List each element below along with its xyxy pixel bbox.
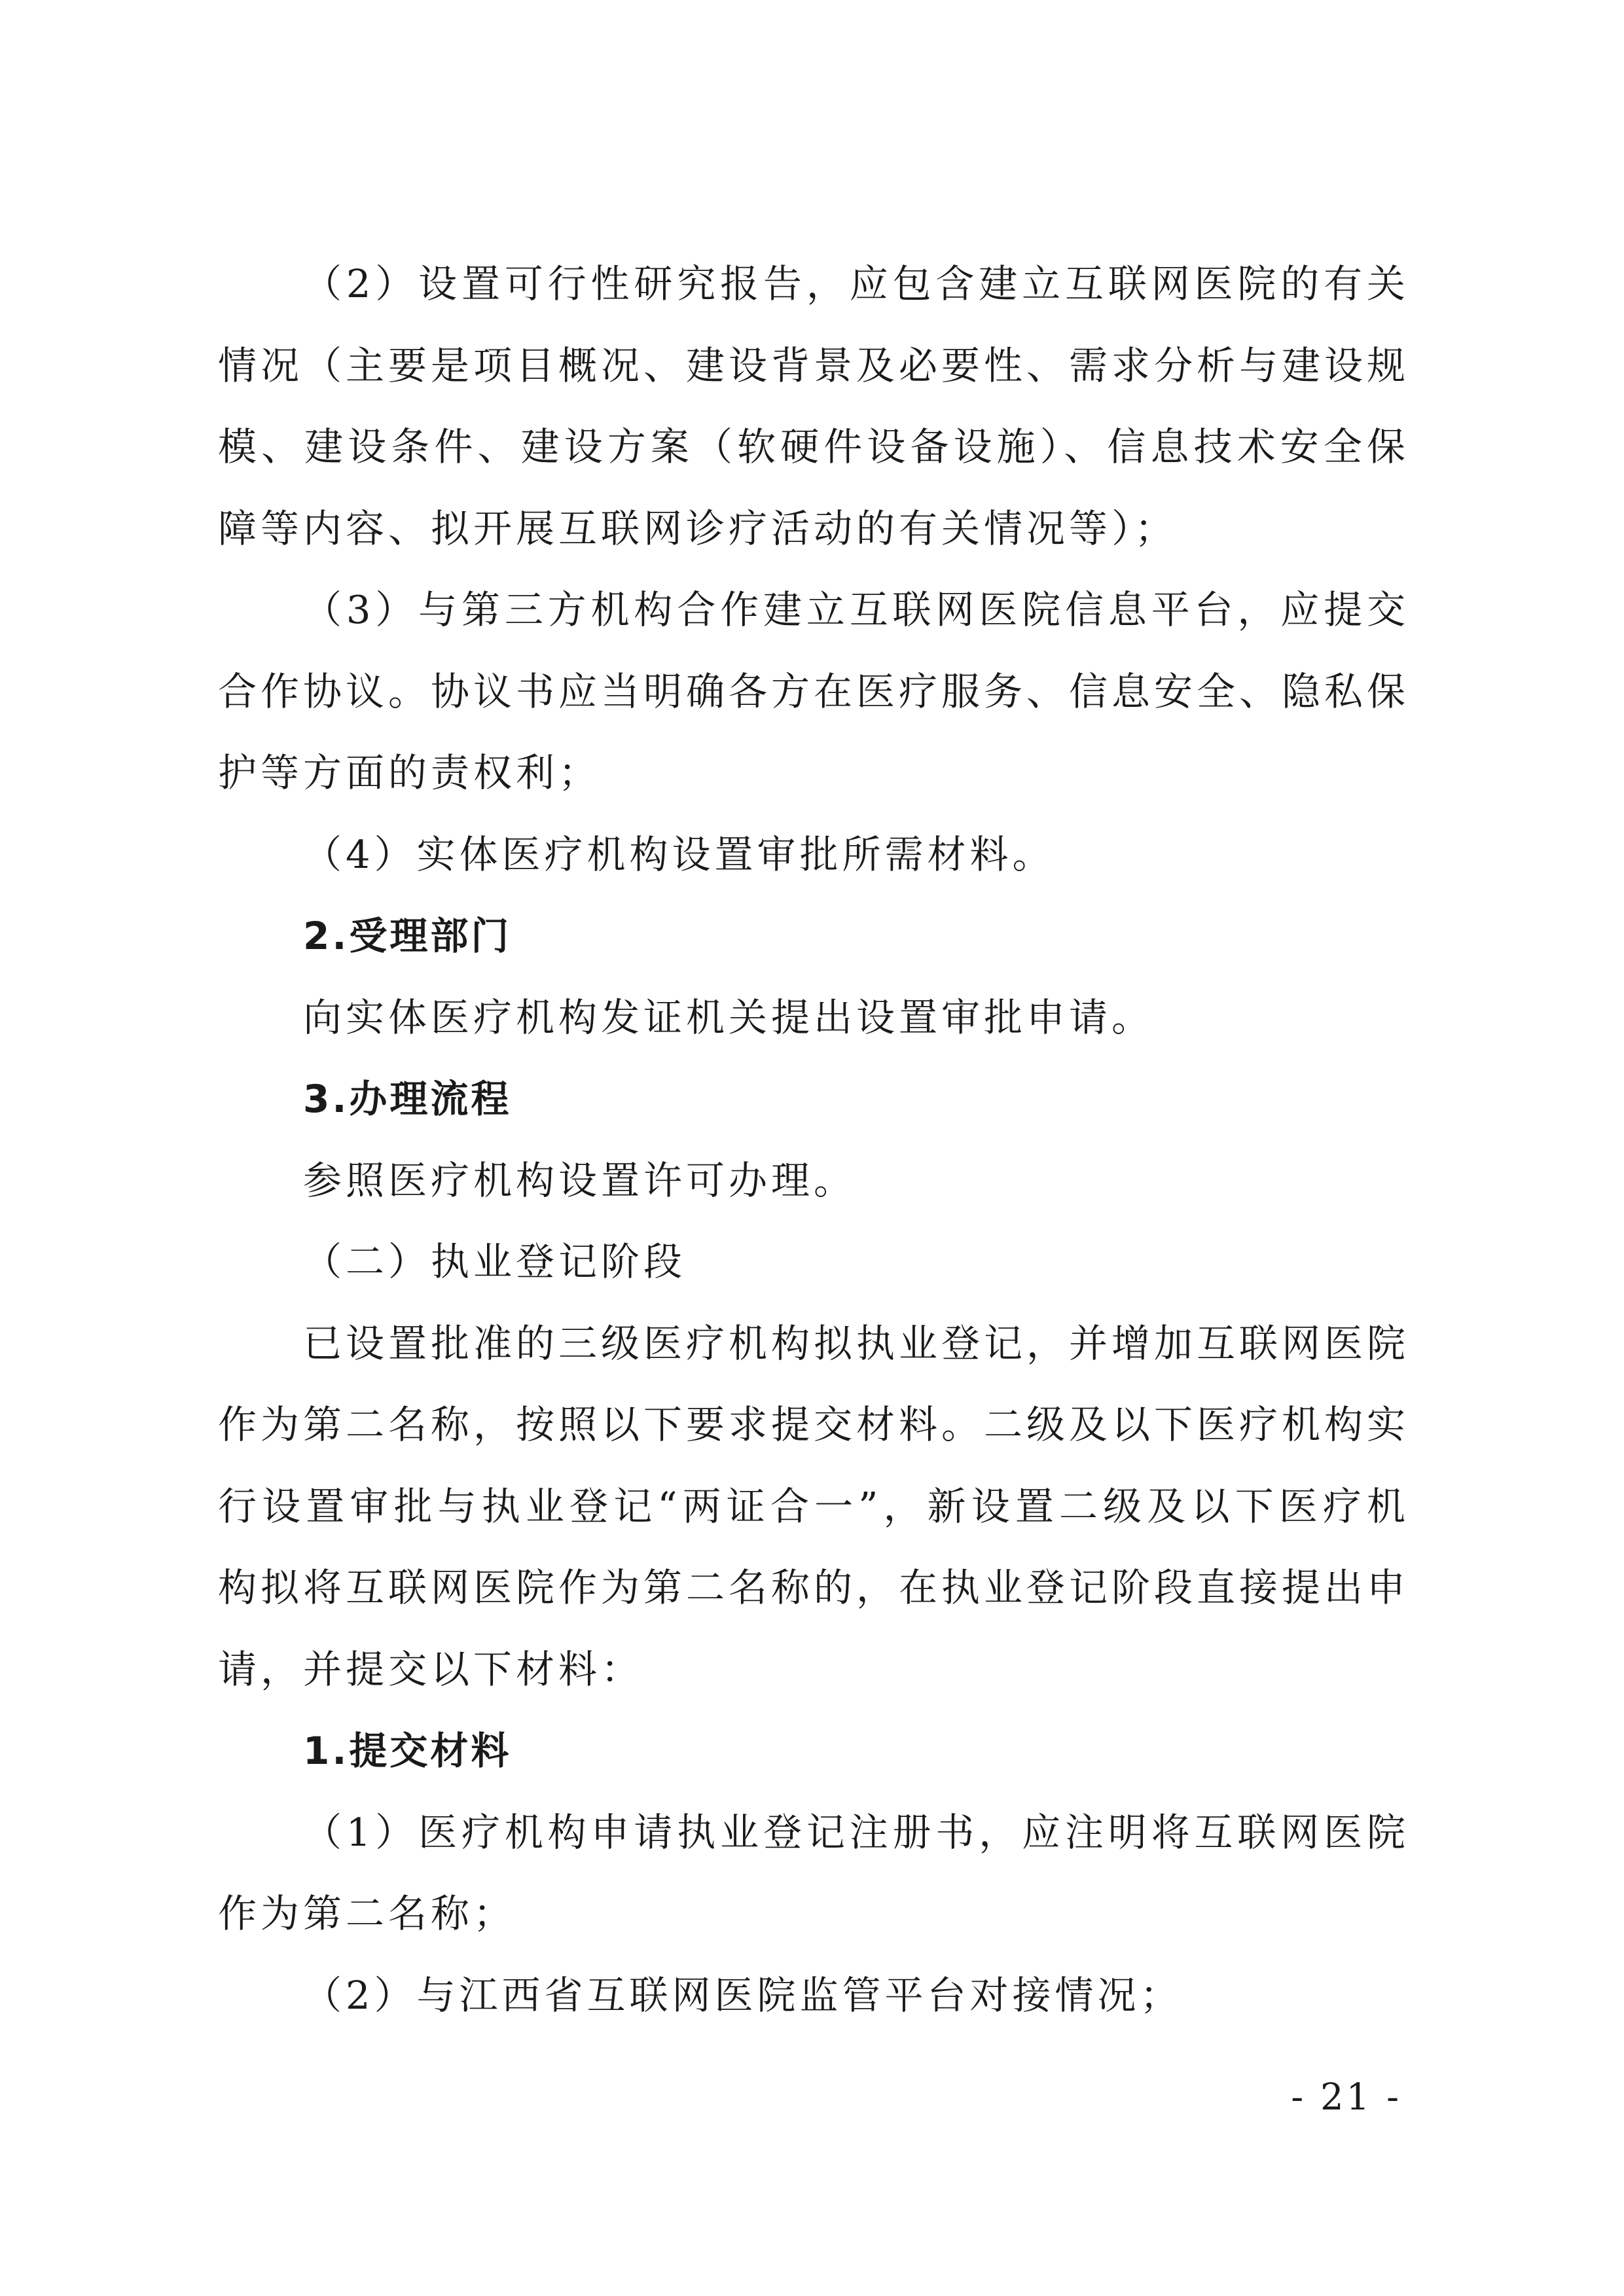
paragraph-accepting-department: 向实体医疗机构发证机关提出设置审批申请。 xyxy=(303,994,1155,1040)
paragraph-registration-form: （1）医疗机构申请执业登记注册书，应注明将互联网医院作为第二名称； xyxy=(218,1809,1409,1936)
heading-submission-materials: 1.提交材料 xyxy=(303,1729,512,1773)
paragraph-feasibility-report: （2）设置可行性研究报告，应包含建立互联网医院的有关情况（主要是项目概况、建设背景及必要性、需求分析与建设规模、建设条件、建设方案（软硬件设备设施）、信息技术安全保障等内容、拟开展互联网诊疗活动的有关情况等）； xyxy=(218,261,1410,551)
paragraph-procedure: 参照医疗机构设置许可办理。 xyxy=(303,1157,857,1203)
page-content xyxy=(218,243,1409,2036)
section-title-registration-stage: （二）执业登记阶段 xyxy=(303,1239,687,1284)
paragraph-registration-stage: 已设置批准的三级医疗机构拟执业登记，并增加互联网医院作为第二名称，按照以下要求提交材料。二级及以下医疗机构实行设置审批与执业登记“两证合一”，新设置二级及以下医疗机构拟将互联网医院作为第二名称的，在执业登记阶段直接提出申请，并提交以下材料： xyxy=(218,1320,1410,1692)
page-number: - 21 - xyxy=(1291,2076,1401,2119)
paragraph-supervision-platform: （2）与江西省互联网医院监管平台对接情况； xyxy=(303,1972,1183,2018)
paragraph-cooperation-agreement: （3）与第三方机构合作建立互联网医院信息平台，应提交合作协议。协议书应当明确各方在医疗服务、信息安全、隐私保护等方面的责权利； xyxy=(218,587,1410,795)
heading-procedure: 3.办理流程 xyxy=(303,1077,512,1121)
heading-accepting-department: 2.受理部门 xyxy=(303,914,512,958)
paragraph-approval-materials: （4）实体医疗机构设置审批所需材料。 xyxy=(303,831,1055,877)
